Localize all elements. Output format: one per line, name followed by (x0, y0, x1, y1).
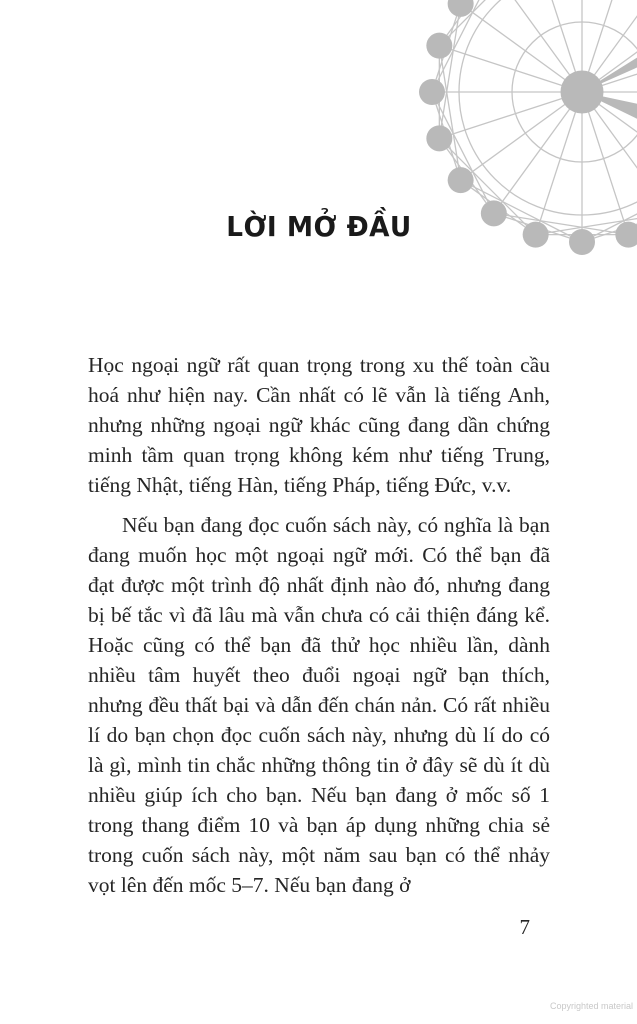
paragraph-1: Học ngoại ngữ rất quan trọng trong xu thế toàn cầu hoá như hiện nay. Cần nhất có lẽ vẫn là tiếng Anh, nhưng những ngoại ngữ khác cũng đang dần chứng minh tầm quan trọng không kém như tiếng Trung, tiếng Nhật, tiếng Hàn, tiếng Pháp, tiếng Đức, v.v. (88, 353, 550, 497)
copyright-watermark: Copyrighted material (549, 1001, 633, 1011)
chapter-title: LỜI MỞ ĐẦU (226, 210, 412, 243)
paragraph-2: Nếu bạn đang đọc cuốn sách này, có nghĩa là bạn đang muốn học một ngoại ngữ mới. Có thể bạn đã đạt được một trình độ nhất định nào đó, nhưng đang bị bế tắc vì đã lâu mà vẫn chưa có cải thiện đáng kể. Hoặc cũng có thể bạn đã thử học nhiều lần, dành nhiều tâm huyết theo đuổi ngoại ngữ bạn thích, nhưng đều thất bại và dẫn đến chán nản. Có rất nhiều lí do bạn chọn đọc cuốn sách này, nhưng dù lí do có là gì, mình tin chắc những thông tin ở đây sẽ dù ít dù nhiều giúp ích cho bạn. Nếu bạn đang ở mốc số 1 trong thang điểm 10 và bạn áp dụng những chia sẻ trong cuốn sách này, một năm sau bạn có thể nhảy vọt lên đến mốc 5–7. Nếu bạn đang ở (88, 513, 550, 897)
page-number: 7 (519, 915, 530, 939)
body-text (88, 350, 550, 900)
